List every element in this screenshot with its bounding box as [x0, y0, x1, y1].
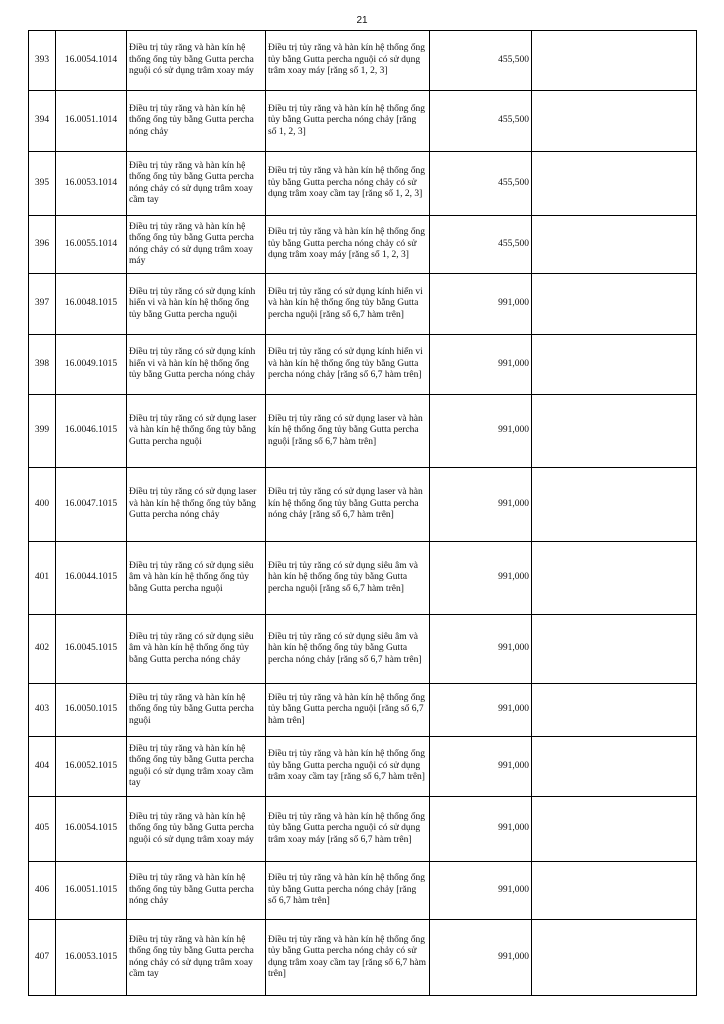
service-note [532, 684, 697, 737]
table-row [29, 542, 697, 615]
page-number: 21 [356, 15, 368, 26]
service-description: Điều trị tủy răng có sử dụng kính hiển vi và hàn kín hệ thống ống tủy bằng Gutta percha nguội [răng số 6,7 hàm trên] [266, 274, 430, 335]
service-code: 16.0044.1015 [56, 542, 127, 615]
table-row [29, 31, 697, 91]
service-name: Điều trị tủy răng có sử dụng siêu âm và hàn kín hệ thống ống tủy bằng Gutta percha nguội [127, 542, 266, 615]
service-description: Điều trị tủy răng và hàn kín hệ thống ống tủy bằng Gutta percha nguội [răng số 6,7 hàm trên] [266, 684, 430, 737]
table-row [29, 737, 697, 797]
table-row [29, 615, 697, 684]
service-code: 16.0054.1014 [56, 31, 127, 91]
row-number: 401 [29, 542, 56, 615]
service-code: 16.0053.1014 [56, 152, 127, 216]
table-row [29, 862, 697, 920]
row-number: 393 [29, 31, 56, 91]
service-price: 455,500 [430, 152, 532, 216]
service-description: Điều trị tủy răng và hàn kín hệ thống ống tủy bằng Gutta percha nguội có sử dụng trâm xoay máy [răng số 1, 2, 3] [266, 31, 430, 91]
service-note [532, 216, 697, 274]
service-price: 991,000 [430, 615, 532, 684]
service-name: Điều trị tủy răng và hàn kín hệ thống ống tủy bằng Gutta percha nóng chảy có sử dụng trâm xoay cầm tay [127, 920, 266, 996]
row-number: 398 [29, 335, 56, 395]
table-row [29, 920, 697, 996]
row-number: 397 [29, 274, 56, 335]
service-name: Điều trị tủy răng và hàn kín hệ thống ống tủy bằng Gutta percha nguội [127, 684, 266, 737]
service-description: Điều trị tủy răng và hàn kín hệ thống ống tủy bằng Gutta percha nóng chảy có sử dụng trâm xoay cầm tay [răng số 1, 2, 3] [266, 152, 430, 216]
service-name: Điều trị tủy răng và hàn kín hệ thống ống tủy bằng Gutta percha nóng chảy có sử dụng trâm xoay cầm tay [127, 152, 266, 216]
service-description: Điều trị tủy răng và hàn kín hệ thống ống tủy bằng Gutta percha nguội có sử dụng trâm xoay cầm tay [răng số 6,7 hàm trên] [266, 737, 430, 797]
row-number: 405 [29, 797, 56, 862]
service-price: 991,000 [430, 737, 532, 797]
table-row [29, 152, 697, 216]
service-code: 16.0045.1015 [56, 615, 127, 684]
table-row [29, 335, 697, 395]
service-name: Điều trị tủy răng có sử dụng kính hiển vi và hàn kín hệ thống ống tủy bằng Gutta percha nguội [127, 274, 266, 335]
service-code: 16.0050.1015 [56, 684, 127, 737]
service-note [532, 615, 697, 684]
service-code: 16.0048.1015 [56, 274, 127, 335]
row-number: 396 [29, 216, 56, 274]
row-number: 400 [29, 468, 56, 542]
service-code: 16.0052.1015 [56, 737, 127, 797]
table-row [29, 797, 697, 862]
service-description: Điều trị tủy răng và hàn kín hệ thống ống tủy bằng Gutta percha nóng chảy có sử dụng trâm xoay cầm tay [răng số 6,7 hàm trên] [266, 920, 430, 996]
service-note [532, 862, 697, 920]
service-price: 991,000 [430, 468, 532, 542]
service-code: 16.0051.1015 [56, 862, 127, 920]
row-number: 406 [29, 862, 56, 920]
service-price: 991,000 [430, 542, 532, 615]
service-note [532, 797, 697, 862]
row-number: 394 [29, 91, 56, 152]
service-note [532, 335, 697, 395]
service-note [532, 468, 697, 542]
service-description: Điều trị tủy răng có sử dụng laser và hàn kín hệ thống ống tủy bằng Gutta percha nóng chảy [răng số 6,7 hàm trên] [266, 468, 430, 542]
service-name: Điều trị tủy răng có sử dụng laser và hàn kín hệ thống ống tủy bằng Gutta percha nóng chảy [127, 468, 266, 542]
service-price: 991,000 [430, 797, 532, 862]
service-price: 455,500 [430, 31, 532, 91]
row-number: 404 [29, 737, 56, 797]
service-code: 16.0049.1015 [56, 335, 127, 395]
service-description: Điều trị tủy răng và hàn kín hệ thống ống tủy bằng Gutta percha nguội có sử dụng trâm xoay máy [răng số 6,7 hàm trên] [266, 797, 430, 862]
service-price: 991,000 [430, 920, 532, 996]
service-description: Điều trị tủy răng và hàn kín hệ thống ống tủy bằng Gutta percha nóng chảy [răng số 1, 2, 3] [266, 91, 430, 152]
row-number: 403 [29, 684, 56, 737]
service-description: Điều trị tủy răng có sử dụng siêu âm và hàn kín hệ thống ống tủy bằng Gutta percha nóng chảy [răng số 6,7 hàm trên] [266, 615, 430, 684]
service-name: Điều trị tủy răng và hàn kín hệ thống ống tủy bằng Gutta percha nóng chảy [127, 862, 266, 920]
service-name: Điều trị tủy răng và hàn kín hệ thống ống tủy bằng Gutta percha nguội có sử dụng trâm xoay cầm tay [127, 737, 266, 797]
service-description: Điều trị tủy răng có sử dụng kính hiển vi và hàn kín hệ thống ống tủy bằng Gutta percha nóng chảy [răng số 6,7 hàm trên] [266, 335, 430, 395]
row-number: 399 [29, 395, 56, 468]
service-code: 16.0055.1014 [56, 216, 127, 274]
service-note [532, 737, 697, 797]
service-name: Điều trị tủy răng có sử dụng kính hiển vi và hàn kín hệ thống ống tủy bằng Gutta percha nóng chảy [127, 335, 266, 395]
service-price: 991,000 [430, 335, 532, 395]
service-description: Điều trị tủy răng có sử dụng laser và hàn kín hệ thống ống tủy bằng Gutta percha nguội [răng số 6,7 hàm trên] [266, 395, 430, 468]
service-note [532, 91, 697, 152]
service-price: 991,000 [430, 862, 532, 920]
service-name: Điều trị tủy răng và hàn kín hệ thống ống tủy bằng Gutta percha nguội có sử dụng trâm xoay máy [127, 797, 266, 862]
table-row [29, 395, 697, 468]
service-name: Điều trị tủy răng và hàn kín hệ thống ống tủy bằng Gutta percha nóng chảy có sử dụng trâm xoay máy [127, 216, 266, 274]
service-note [532, 31, 697, 91]
service-price: 991,000 [430, 684, 532, 737]
row-number: 395 [29, 152, 56, 216]
service-price: 991,000 [430, 395, 532, 468]
service-note [532, 542, 697, 615]
service-price: 991,000 [430, 274, 532, 335]
table-row [29, 468, 697, 542]
service-code: 16.0047.1015 [56, 468, 127, 542]
service-note [532, 274, 697, 335]
service-note [532, 395, 697, 468]
service-note [532, 920, 697, 996]
service-description: Điều trị tủy răng và hàn kín hệ thống ống tủy bằng Gutta percha nóng chảy [răng số 6,7 hàm trên] [266, 862, 430, 920]
table-row [29, 684, 697, 737]
table-body [29, 31, 697, 996]
service-price: 455,500 [430, 91, 532, 152]
price-table [28, 30, 697, 996]
table-row [29, 274, 697, 335]
service-price: 455,500 [430, 216, 532, 274]
service-code: 16.0051.1014 [56, 91, 127, 152]
service-code: 16.0054.1015 [56, 797, 127, 862]
table-row [29, 91, 697, 152]
service-name: Điều trị tủy răng có sử dụng siêu âm và hàn kín hệ thống ống tủy bằng Gutta percha nóng chảy [127, 615, 266, 684]
service-description: Điều trị tủy răng và hàn kín hệ thống ống tủy bằng Gutta percha nóng chảy có sử dụng trâm xoay máy [răng số 1, 2, 3] [266, 216, 430, 274]
row-number: 402 [29, 615, 56, 684]
service-note [532, 152, 697, 216]
service-code: 16.0053.1015 [56, 920, 127, 996]
table-row [29, 216, 697, 274]
service-code: 16.0046.1015 [56, 395, 127, 468]
service-name: Điều trị tủy răng và hàn kín hệ thống ống tủy bằng Gutta percha nguội có sử dụng trâm xoay máy [127, 31, 266, 91]
service-name: Điều trị tủy răng có sử dụng laser và hàn kín hệ thống ống tủy bằng Gutta percha nguội [127, 395, 266, 468]
service-description: Điều trị tủy răng có sử dụng siêu âm và hàn kín hệ thống ống tủy bằng Gutta percha nguội [răng số 6,7 hàm trên] [266, 542, 430, 615]
row-number: 407 [29, 920, 56, 996]
service-name: Điều trị tủy răng và hàn kín hệ thống ống tủy bằng Gutta percha nóng chảy [127, 91, 266, 152]
